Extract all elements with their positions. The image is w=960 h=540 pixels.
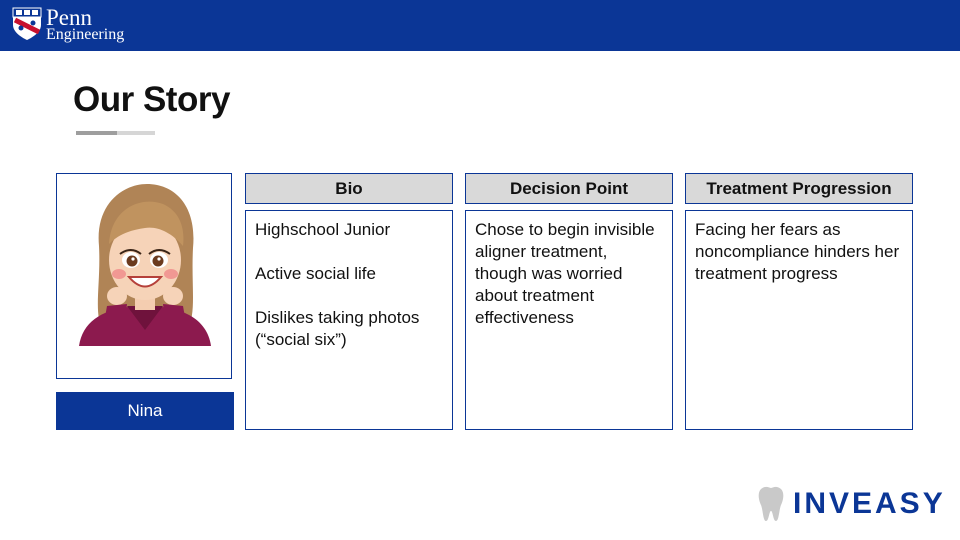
title-underline-light bbox=[117, 131, 155, 135]
bio-line: Highschool Junior bbox=[255, 220, 391, 239]
bio-panel bbox=[245, 210, 453, 430]
tooth-icon bbox=[757, 485, 785, 523]
decision-point-header: Decision Point bbox=[465, 173, 673, 204]
penn-shield-icon bbox=[12, 7, 42, 41]
decision-point-text: Chose to begin invisible aligner treatment, though was worried about treatment effectiveness bbox=[475, 220, 655, 327]
logo-engineering-text: Engineering bbox=[46, 25, 125, 43]
girl-avatar-illustration bbox=[57, 174, 231, 378]
persona-name-label: Nina bbox=[56, 392, 234, 430]
logo-penn-text: Penn bbox=[46, 4, 92, 30]
brand-name: INVEASY bbox=[793, 487, 946, 520]
treatment-progression-text: Facing her fears as noncompliance hinders her treatment progress bbox=[695, 220, 900, 283]
treatment-progression-panel bbox=[685, 210, 913, 430]
persona-photo-frame bbox=[56, 173, 232, 379]
penn-engineering-logo bbox=[12, 3, 124, 45]
top-banner bbox=[0, 0, 960, 51]
inveasy-logo bbox=[757, 484, 946, 524]
bio-line: Active social life bbox=[255, 264, 376, 283]
treatment-progression-header: Treatment Progression bbox=[685, 173, 913, 204]
bio-line: Dislikes taking photos (“social six”) bbox=[255, 308, 420, 349]
slide-title: Our Story bbox=[73, 80, 230, 119]
bio-header: Bio bbox=[245, 173, 453, 204]
title-underline-dark bbox=[76, 131, 117, 135]
decision-point-panel bbox=[465, 210, 673, 430]
